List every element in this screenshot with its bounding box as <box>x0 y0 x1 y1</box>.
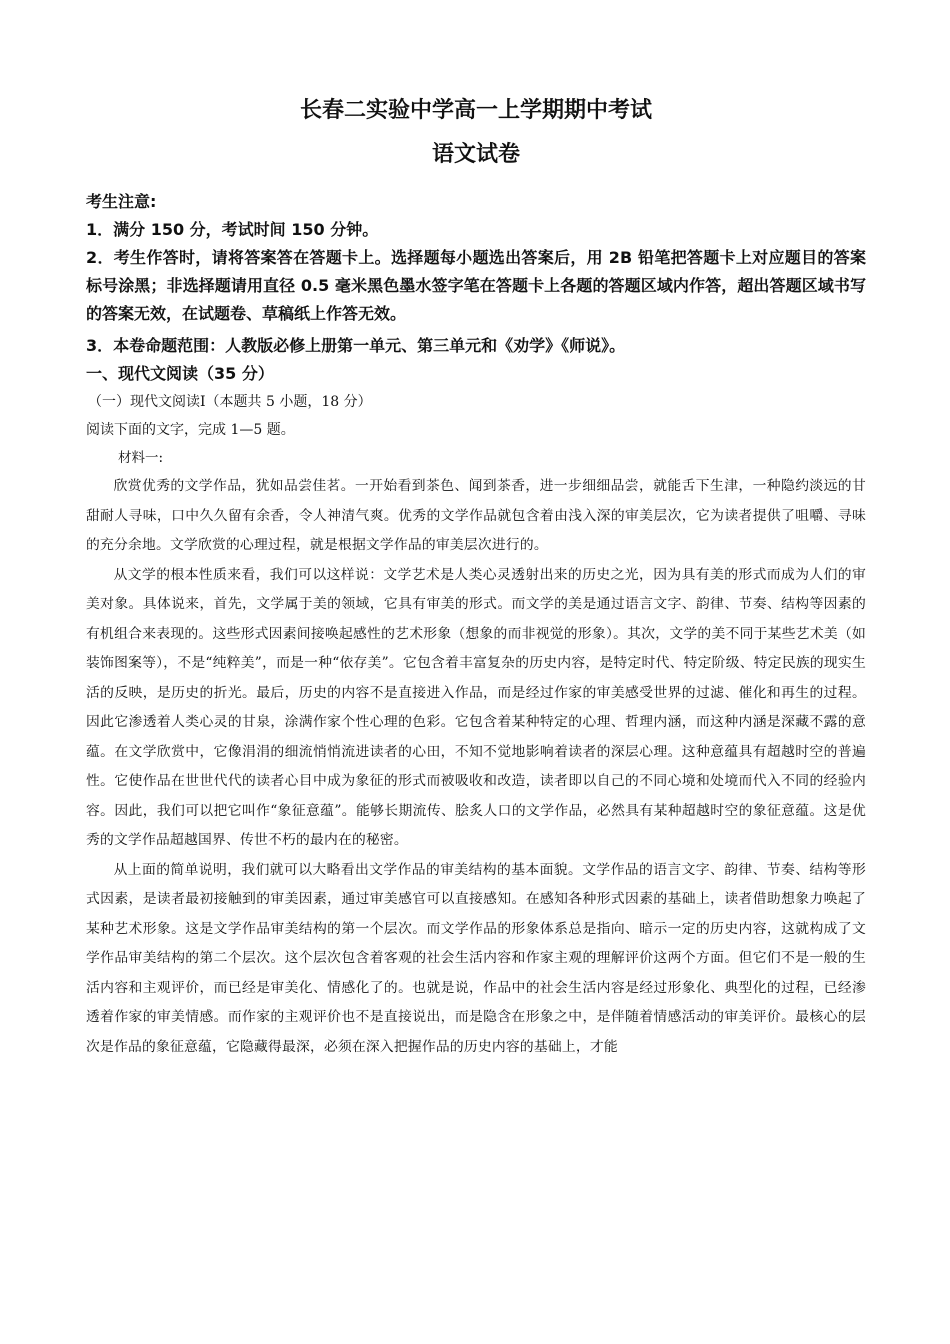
reading-instruction: 阅读下面的文字，完成 1—5 题。 <box>86 422 295 438</box>
exam-page <box>86 96 866 1062</box>
material-label: 材料一: <box>118 450 164 466</box>
notice-item-1: 1．满分 150 分，考试时间 150 分钟。 <box>86 220 379 239</box>
passage-paragraph-3: 从上面的简单说明，我们就可以大略看出文学作品的审美结构的基本面貌。文学作品的语言文字、韵律、节奏、结构等形式因素，是读者最初接触到的审美因素，通过审美感官可以直接感知。在感知各种形式因素的基础上，读者借助想象力唤起了某种艺术形象。这是文学作品审美结构的第一个层次。而文学作品的形象体系总是指向、暗示一定的历史内容，这就构成了文学作品审美结构的第二个层次。这个层次包含着客观的社会生活内容和作家主观的理解评价这两个方面。但它们不是一般的生活内容和主观评价，而已经是审美化、情感化了的。也就是说，作品中的社会生活内容是经过形象化、典型化的过程，已经渗透着作家的审美情感。而作家的主观评价也不是直接说出，而是隐含在形象之中，是伴随着情感活动的审美评价。最核心的层次是作品的象征意蕴，它隐藏得最深，必须在深入把握作品的历史内容的基础上，才能 <box>86 861 866 1055</box>
notice-item-3: 3．本卷命题范围：人教版必修上册第一单元、第三单元和《劝学》《师说》。 <box>86 336 626 355</box>
passage-paragraph-2: 从文学的根本性质来看，我们可以这样说：文学艺术是人类心灵透射出来的历史之光，因为具有美的形式而成为人们的审美对象。具体说来，首先，文学属于美的领域，它具有审美的形式。而文学的美是通过语言文字、韵律、节奏、结构等因素的有机组合来表现的。这些形式因素间接唤起感性的艺术形象（想象的而非视觉的形象）。其次，文学的美不同于某些艺术美（如装饰图案等），不是“纯粹美”，而是一种“依存美”。它包含着丰富复杂的历史内容，是特定时代、特定阶级、特定民族的现实生活的反映，是历史的折光。最后，历史的内容不是直接进入作品，而是经过作家的审美感受世界的过滤、催化和再生的过程。因此它渗透着人类心灵的甘泉，涂满作家个性心理的色彩。它包含着某种特定的心理、哲理内涵，而这种内涵是深藏不露的意蕴。在文学欣赏中，它像涓涓的细流悄悄流进读者的心田，不知不觉地影响着读者的深层心理。这种意蕴具有超越时空的普遍性。它使作品在世世代代的读者心目中成为象征的形式而被吸收和改造，读者即以自己的不同心境和处境而代入不同的经验内容。因此，我们可以把它叫作“象征意蕴”。能够长期流传、脍炙人口的文学作品，必然具有某种超越时空的象征意蕴。这是优秀的文学作品超越国界、传世不朽的最内在的秘密。 <box>86 566 866 848</box>
subsection-heading: （一）现代文阅读Ⅰ（本题共 5 小题，18 分） <box>88 394 372 410</box>
notice-label: 考生注意: <box>86 192 157 211</box>
notice-item-2: 2．考生作答时，请将答案答在答题卡上。选择题每小题选出答案后，用 2B 铅笔把答题卡上对应题目的答案标号涂黑；非选择题请用直径 0.5 毫米黑色墨水签字笔在答题卡上各题的答题区域内作答，超出答题区域书写的答案无效，在试题卷、草稿纸上作答无效。 <box>86 248 866 323</box>
section-heading: 一、现代文阅读（35 分） <box>86 364 274 383</box>
passage-paragraph-1: 欣赏优秀的文学作品，犹如品尝佳茗。一开始看到茶色、闻到茶香，进一步细细品尝，就能舌下生津，一种隐约淡远的甘甜耐人寻味，口中久久留有余香，令人神清气爽。优秀的文学作品就包含着由浅入深的审美层次，它为读者提供了咀嚼、寻味的充分余地。文学欣赏的心理过程，就是根据文学作品的审美层次进行的。 <box>86 478 866 553</box>
exam-title: 长春二实验中学高一上学期期中考试 <box>299 98 652 123</box>
exam-subtitle: 语文试卷 <box>431 142 520 167</box>
